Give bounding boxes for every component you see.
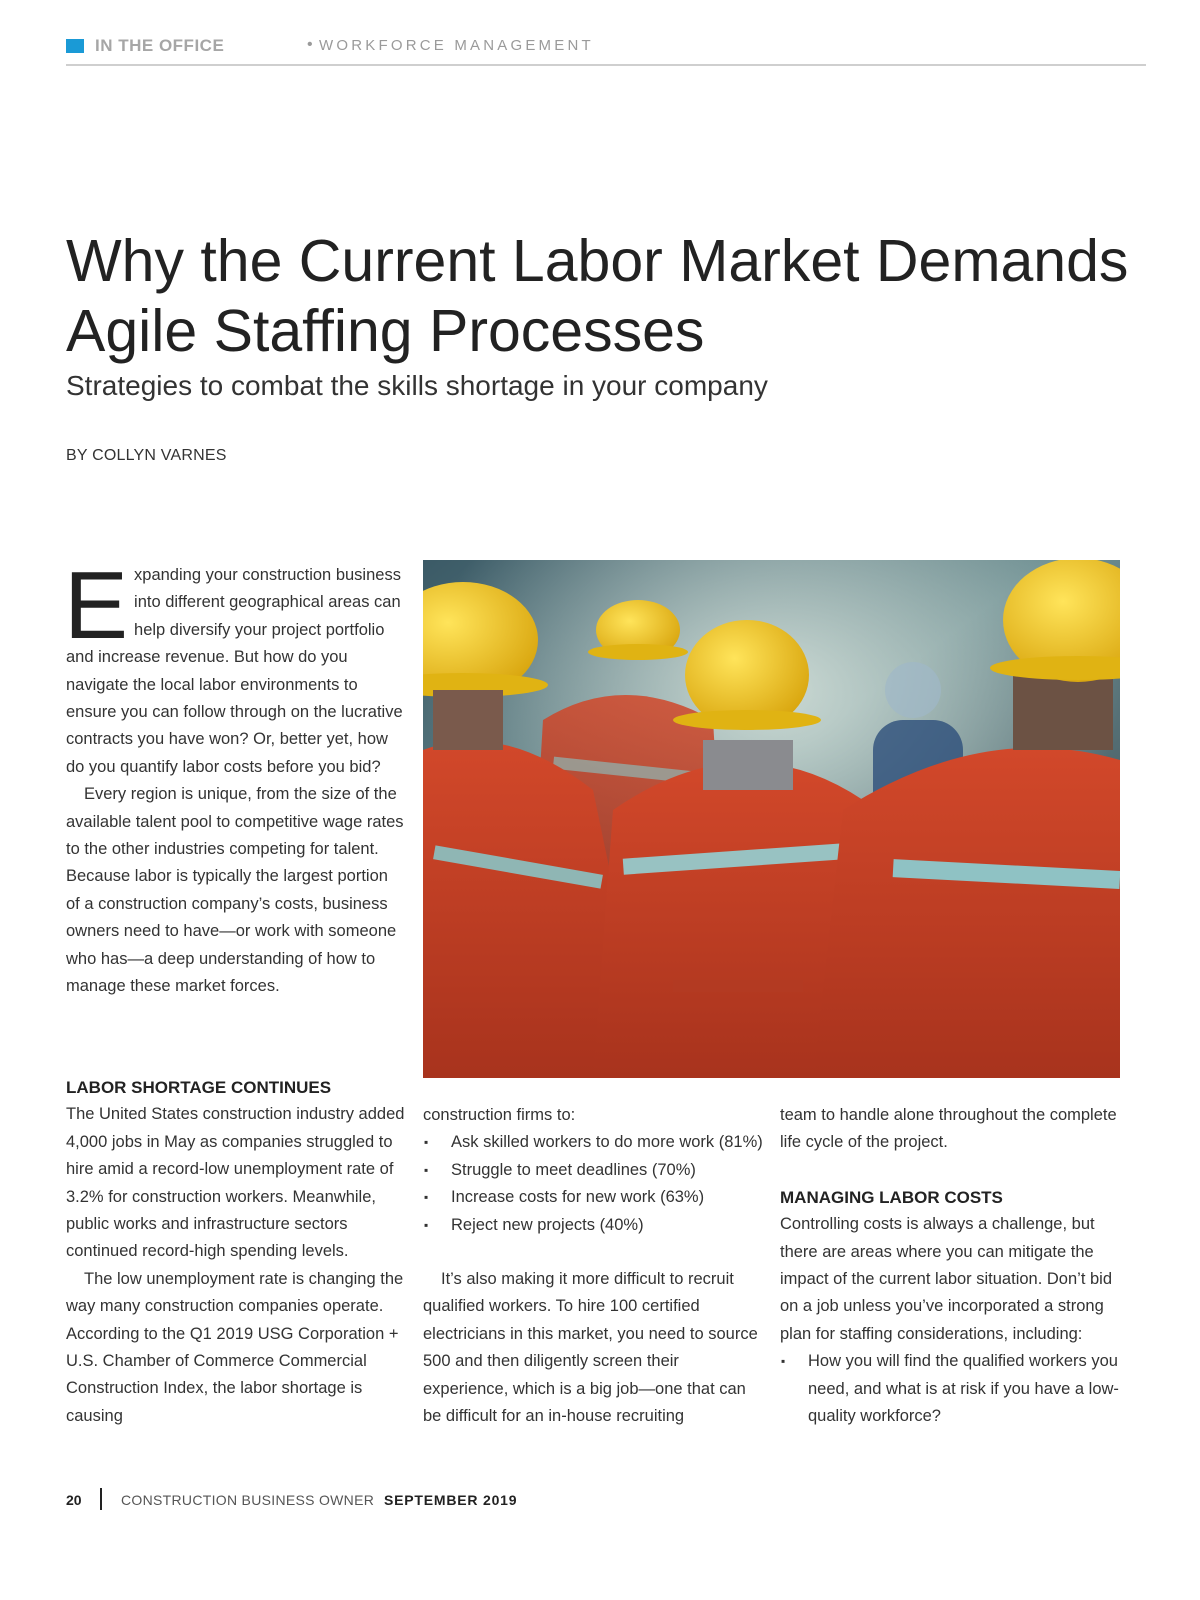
intro-paragraph-1 (64, 552, 406, 781)
list-item: ▪ Struggle to meet deadlines (70%) (423, 1157, 763, 1184)
section-header (66, 36, 1146, 66)
construction-workers-photo (423, 560, 1120, 1078)
subsection-label: WORKFORCE MANAGEMENT (319, 37, 594, 54)
list-item: ▪ Ask skilled workers to do more work (81%) (423, 1129, 763, 1156)
labor-shortage-paragraph-1: The United States construction industry added 4,000 jobs in May as companies struggled to hire amid a record-low unemployment rate of 3.2% for construction workers. Meanwhile, public works and infrastructure sectors continued record-high spending levels. (66, 1105, 405, 1261)
section-marker (66, 39, 84, 53)
section-separator: • (307, 36, 313, 53)
column-3-paragraph-2: Controlling costs is always a challenge, but there are areas where you can mitigate the impact of the current labor situation. Don’t bid on a job unless you’ve incorporated a strong plan for staffing considerations, including: (780, 1215, 1113, 1343)
labor-shortage-paragraph-2: The low unemployment rate is changing the way many construction companies operate. According to the Q1 2019 USG Corporation + U.S. Chamber of Commerce Commercial Construction Index, the labor shortage is causing (66, 1269, 404, 1425)
list-item: ▪ Increase costs for new work (63%) (423, 1184, 763, 1211)
footer-divider (100, 1488, 102, 1510)
column-1 (66, 1074, 406, 1430)
bullet-icon: ▪ (424, 1162, 429, 1177)
page-number: 20 (66, 1492, 82, 1508)
bullet-icon: ▪ (424, 1190, 429, 1205)
bullet-icon: ▪ (781, 1354, 786, 1369)
intro-column (64, 552, 406, 1001)
article-subtitle: Strategies to combat the skills shortage in your company (66, 370, 768, 401)
drop-cap: E (64, 552, 129, 659)
column-3 (780, 1102, 1120, 1430)
column-2-paragraph: It’s also making it more difficult to recruit qualified workers. To hire 100 certified electricians in this market, you need to source 500 and then diligently screen their experience, which is a big job—one that can be difficult for an in-house recruiting (423, 1270, 758, 1426)
column-2 (423, 1102, 763, 1430)
issue-date: SEPTEMBER 2019 (384, 1492, 518, 1508)
intro-paragraph-2: Every region is unique, from the size of the available talent pool to competitive wage rates to the other industries competing for talent. Because labor is typically the largest portion of a construction company’s costs, business owners need to have—or work with someone who has—a deep understanding of how to manage these market forces. (66, 785, 404, 996)
title-line-2: Agile Staffing Processes (66, 298, 705, 364)
bullet-icon: ▪ (424, 1135, 429, 1150)
section-heading-labor-shortage: LABOR SHORTAGE CONTINUES (66, 1078, 332, 1097)
impact-list (423, 1129, 763, 1239)
intro-text: xpanding your construction business into different geographical areas can help diversify your project portfolio and increase revenue. But how do you navigate the local labor environments to ensure you can follow through on the lucrative contracts you have won? Or, better yet, how do you quantify labor costs before you bid? (66, 566, 403, 776)
article-title (66, 226, 1146, 366)
list-item: ▪ How you will find the qualified workers you need, and what is at risk if you have a low-quality workforce? (780, 1348, 1120, 1430)
section-label: IN THE OFFICE (95, 36, 225, 55)
title-line-1: Why the Current Labor Market Demands (66, 228, 1129, 294)
bullet-icon: ▪ (424, 1217, 429, 1232)
considerations-list (780, 1348, 1120, 1430)
column-2-lead: construction firms to: (423, 1106, 576, 1124)
publication-name: CONSTRUCTION BUSINESS OWNER (121, 1492, 375, 1508)
list-item: ▪ Reject new projects (40%) (423, 1212, 763, 1239)
column-3-paragraph-1: team to handle alone throughout the complete life cycle of the project. (780, 1106, 1117, 1152)
byline: BY COLLYN VARNES (66, 447, 227, 464)
section-heading-managing-costs: MANAGING LABOR COSTS (780, 1187, 1003, 1207)
